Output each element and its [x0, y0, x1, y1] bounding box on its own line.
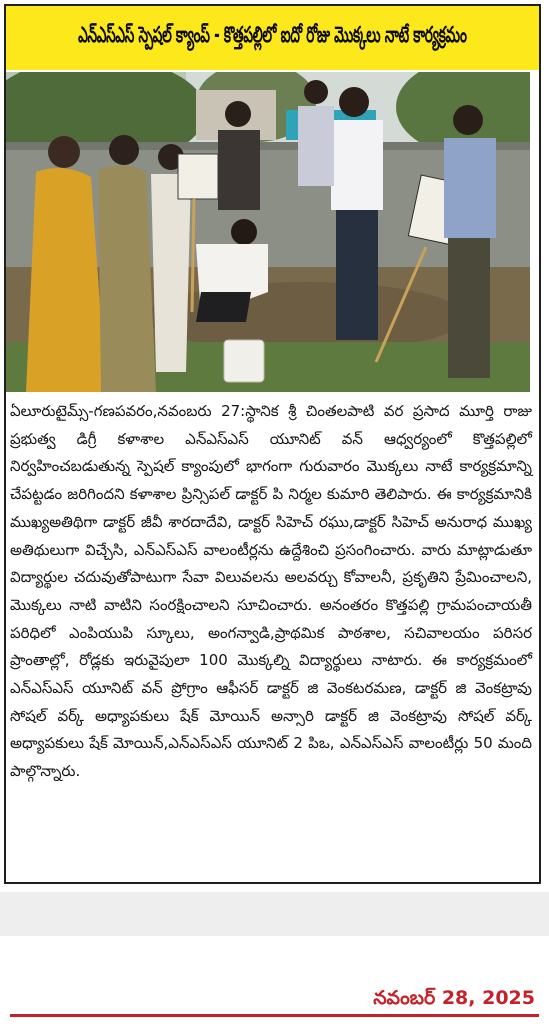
headline-banner	[6, 6, 539, 70]
article-body	[10, 398, 532, 786]
news-photo	[6, 72, 530, 392]
publication-date: నవంబర్ 28, 2025	[373, 987, 535, 1009]
page-gap	[0, 892, 549, 936]
article-paragraph: ఏలూరుటైమ్స్-గణపవరం,నవంబరు 27:స్థానిక శ్రీ చింతలపాటి వర ప్రసాద మూర్తి రాజు ప్రభుత్వ డిగ్రీ కళాశాల ఎన్ఎస్ఎస్ యూనిట్ వన్ ఆధ్వర్యంలో కొత్తపల్లిలో నిర్వహించబడుతున్న స్పెషల్ క్యాంపులో భాగంగా గురువారం మొక్కలు నాటే కార్యక్రమాన్ని చేపట్టడం జరిగిందని కళాశాల ప్రిన్సిపల్ డాక్టర్ పి నిర్మల కుమారి తెలిపారు. ఈ కార్యక్రమానికి ముఖ్యఅతిథిగా డాక్టర్ జీవీ శారదాదేవి, డాక్టర్ సిహెచ్ రఘు,డాక్టర్ సిహెచ్ అనురాధ ముఖ్య అతిథులుగా విచ్చేసి, ఎన్ఎస్ఎస్ వాలంటీర్లను ఉద్దేశించి ప్రసంగించారు. వారు మాట్లాడుతూ విద్యార్థుల చదువుతోపాటుగా సేవా విలువలను అలవర్చు కోవాలనీ, ప్రకృతిని ప్రేమించాలని, మొక్కలు నాటి వాటిని సంరక్షించాలని సూచించారు. అనంతరం కొత్తపల్లి గ్రామపంచాయతీ పరిధిలో ఎంపియుపి స్కూలు, అంగన్వాడి,ప్రాథమిక పాఠశాల, సచివాలయం పరిసర ప్రాంతాల్లో, రోడ్లకు ఇరువైపులా 100 మొక్కల్ని విద్యార్థులు నాటారు. ఈ కార్యక్రమంలో ఎన్ఎస్ఎస్ యూనిట్ వన్ ప్రోగ్రాం ఆఫీసర్ డాక్టర్ జి వెంకటరమణ, డాక్టర్ జి వెంకట్రావు సోషల్ వర్క్ అధ్యాపకులు షేక్ మోయిన్ అన్సారి డాక్టర్ జి వెంకట్రావు సోషల్ వర్క్ అధ్యాపకులు షేక్ మోయిన్,ఎన్ఎస్ఎస్ యూనిట్ 2 పిఒ, ఎన్ఎస్ఎస్ వాలంటీర్లు 50 మంది పాల్గొన్నారు.	[10, 402, 532, 781]
headline-text: ఎన్ఎస్ఎస్ స్పెషల్ క్యాంప్ - కొత్తపల్లిలో ఐదో రోజు మొక్కలు నాటే కార్యక్రమం	[78, 23, 467, 48]
photo-illustration	[6, 72, 530, 392]
footer-rule	[10, 1014, 539, 1017]
